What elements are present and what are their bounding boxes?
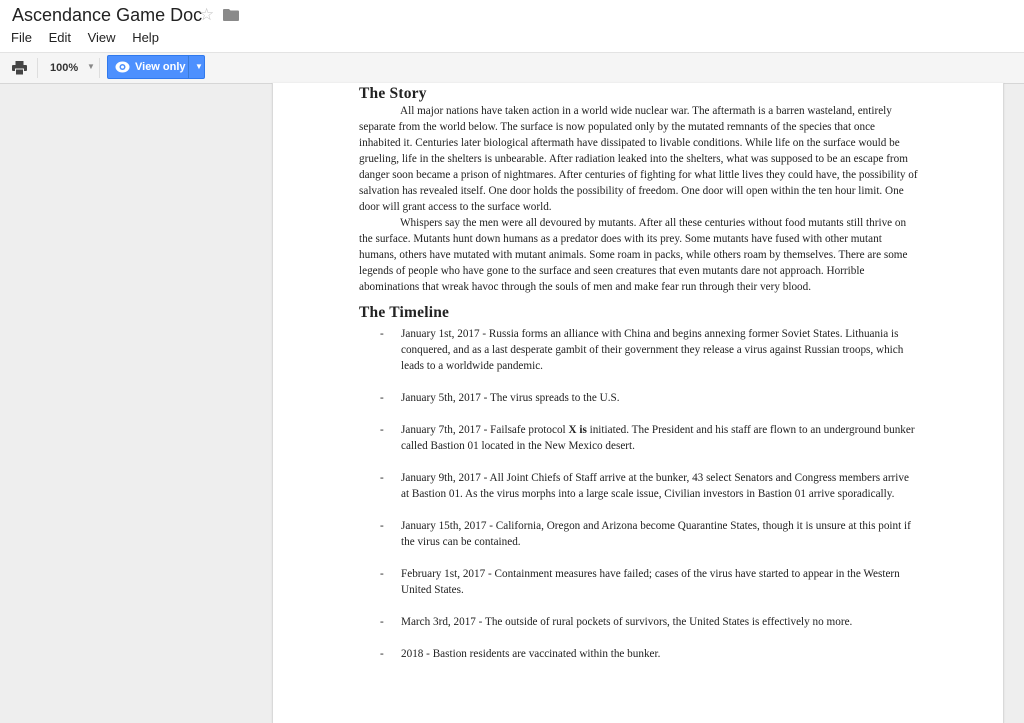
timeline-item — [359, 422, 919, 454]
document-title[interactable]: Ascendance Game Doc — [12, 5, 203, 25]
timeline-text: January 9th, 2017 - All Joint Chiefs of Staff arrive at the bunker, 43 select Senators and Congress members arrive at Bastion 01. As the virus morphs into a large scale issue, Civilian investors in Bastion 01 arrive sporadically. — [401, 472, 909, 500]
timeline-text: February 1st, 2017 - Containment measures have failed; cases of the virus have started to appear in the Western United States. — [401, 568, 900, 596]
timeline-item — [359, 518, 919, 550]
timeline-item — [359, 390, 919, 406]
menu-help[interactable]: Help — [132, 30, 159, 45]
list-bullet: - — [380, 616, 384, 628]
timeline-item — [359, 614, 919, 630]
list-bullet: - — [380, 472, 384, 484]
timeline-text: initiated. The President and his staff are flown to an underground bunker called Bastion 01 located in the New Mexico desert. — [401, 424, 915, 452]
list-bullet: - — [380, 568, 384, 580]
view-only-label: View only — [135, 61, 186, 73]
toolbar-separator — [37, 58, 38, 78]
list-bullet: - — [380, 648, 384, 660]
timeline-text: January 5th, 2017 - The virus spreads to the U.S. — [401, 392, 620, 404]
menu-file[interactable]: File — [11, 30, 32, 45]
menu-view[interactable]: View — [87, 30, 116, 45]
view-only-button[interactable] — [107, 55, 205, 79]
timeline-item — [359, 646, 919, 662]
zoom-select[interactable]: 100% — [50, 62, 79, 74]
story-paragraph: Whispers say the men were all devoured by mutants. After all these centuries without food mutants still thrive on the surface. Mutants hunt down humans as a predator does with its prey. Some mutants have fused with other mutant humans, others have mutated with mutant animals. Some roam in packs, while others roam by themselves. There are some legends of people who have gone to the surface and seen creatures that even mutants dare not approach. Horrible abominations that wreak havoc through the souls of men and make fear run through their very blood. — [359, 217, 908, 293]
timeline-text: January 15th, 2017 - California, Oregon and Arizona become Quarantine States, though it is unsure at this point if the virus can be contained. — [401, 520, 911, 548]
timeline-text: January 7th, 2017 - Failsafe protocol — [401, 424, 569, 436]
chevron-down-icon[interactable]: ▼ — [195, 62, 203, 71]
timeline-item — [359, 566, 919, 598]
story-paragraph: All major nations have taken action in a world wide nuclear war. The aftermath is a barren wasteland, entirely separate from the world below. The surface is now populated only by the mutated remnants of the species that once inhabited it. Centuries later biological aftermath have dissipated to livable conditions. While life on the surface would be grueling, life in the shelters is unbearable. After radiation leaked into the shelters, what was supposed to be an escape from danger soon became a prison of nightmares. After centuries of fighting for what little lives they could have, the possibility of salvation has revealed itself. One door holds the possibility of freedom. One door will open within the ten hour limit. One door will grant access to the surface world. — [359, 105, 918, 213]
list-bullet: - — [380, 520, 384, 532]
timeline-text: March 3rd, 2017 - The outside of rural pockets of survivors, the United States is effectively no more. — [401, 616, 853, 628]
print-icon[interactable] — [12, 61, 27, 75]
menu-edit[interactable]: Edit — [48, 30, 71, 45]
menu-bar — [11, 30, 172, 45]
timeline-item — [359, 470, 919, 502]
timeline-list — [359, 326, 919, 662]
timeline-bold-text: X is — [568, 424, 587, 436]
star-icon[interactable]: ☆ — [199, 5, 215, 24]
story-heading: The Story — [359, 85, 427, 102]
chevron-down-icon[interactable]: ▼ — [87, 62, 95, 71]
eye-icon — [115, 60, 130, 74]
button-divider — [188, 56, 189, 78]
folder-icon[interactable] — [223, 9, 239, 21]
timeline-text: 2018 - Bastion residents are vaccinated within the bunker. — [401, 648, 661, 660]
timeline-text: January 1st, 2017 - Russia forms an alliance with China and begins annexing former Soviet States. Lithuania is conquered, and as a last desperate gambit of their government they release a virus against Russian troops, which leads to a worldwide pandemic. — [401, 328, 904, 372]
list-bullet: - — [380, 424, 384, 436]
timeline-heading: The Timeline — [359, 304, 450, 321]
list-bullet: - — [380, 392, 384, 404]
document-page — [272, 83, 1004, 723]
list-bullet: - — [380, 328, 384, 340]
timeline-item — [359, 326, 919, 374]
document-body — [359, 83, 919, 678]
title-bar — [0, 0, 1024, 52]
toolbar-separator — [99, 58, 100, 78]
